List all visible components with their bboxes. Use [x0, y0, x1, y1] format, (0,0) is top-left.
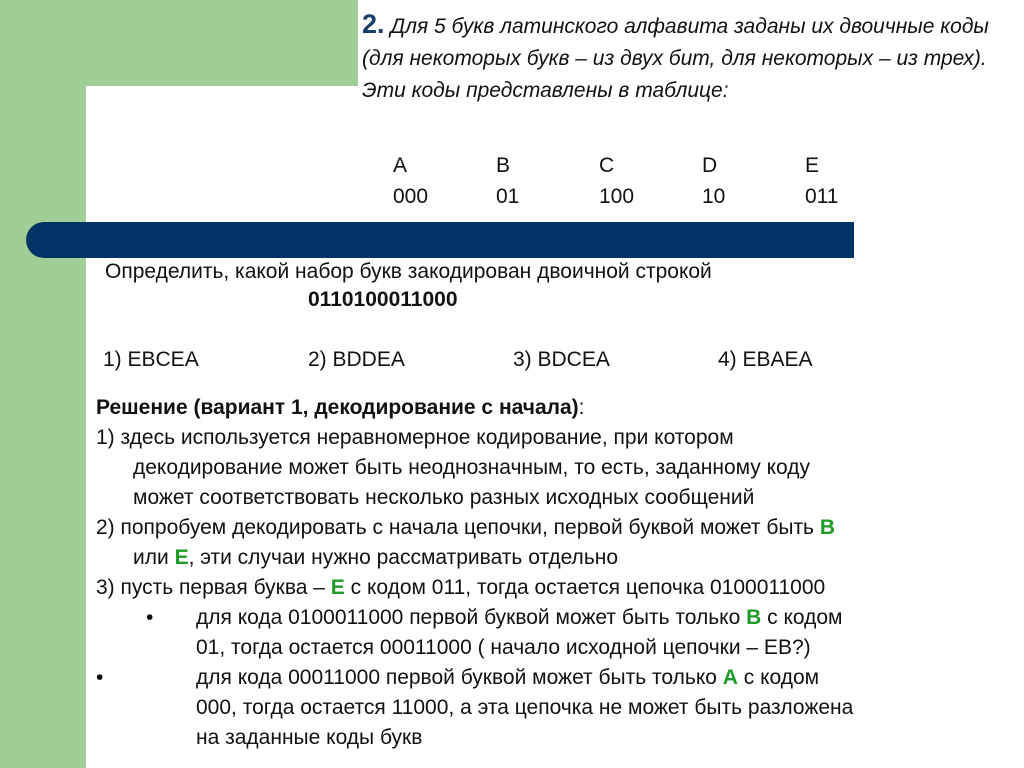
step-2-line-1 [96, 513, 1006, 543]
bitstring: 0110100011000 [308, 288, 458, 311]
step-2-text: 2) попробуем декодировать с начала цепочки, первой буквой может быть [96, 516, 820, 539]
code-cell: 011 [805, 185, 839, 208]
answer-option-1: 1) EBCEA [103, 348, 199, 371]
letter-b-highlight: B [819, 516, 836, 539]
answer-option-4: 4) EBAEA [718, 348, 813, 371]
solution-heading: Решение (вариант 1, декодирование с начала) [96, 396, 579, 419]
answer-option-3: 3) BDCEA [513, 348, 610, 371]
letter-a-highlight: A [722, 666, 738, 689]
decorative-divider-bar [26, 222, 854, 258]
bullet-1-post: с кодом [761, 606, 843, 629]
bullet-2-line-3: на заданные коды букв [196, 726, 423, 749]
bullet-2-post: с кодом [737, 666, 820, 689]
task-number: 2. [362, 9, 385, 39]
bullet-1-text [196, 603, 1006, 663]
decorative-green-top [0, 0, 358, 86]
step-1-line-3: может соответствовать несколько разных исходных сообщений [133, 486, 755, 509]
task-text: Для 5 букв латинского алфавита заданы их двоичные коды (для некоторых букв – из двух бит, для некоторых – из трех). Эти коды представлены в таблице: [362, 15, 989, 102]
slide-title [362, 8, 1012, 107]
code-table [393, 150, 908, 212]
decorative-corner [86, 86, 126, 126]
bullet-icon: • [96, 666, 104, 689]
code-table-letters [393, 150, 908, 181]
step-3-rest: с кодом 011, тогда остается цепочка 0100011000 [344, 576, 826, 599]
code-cell: 01 [496, 185, 520, 208]
solution-block [96, 393, 1006, 753]
question-text: Определить, какой набор букв закодирован двоичной строкой [105, 260, 712, 283]
bullet-1-pre: для кода 0100011000 первой буквой может быть только [196, 606, 747, 629]
bullet-icon: • [146, 606, 154, 629]
letter-cell: D [702, 154, 718, 177]
answer-option-2: 2) BDDEA [308, 348, 405, 371]
bullet-2 [96, 663, 1006, 753]
bullet-2-pre: для кода 00011000 первой буквой может быть только [196, 666, 723, 689]
letter-b-highlight: B [746, 606, 762, 629]
answer-options [103, 346, 923, 374]
step-1-line-2: декодирование может быть неоднозначным, то есть, заданному коду [133, 456, 811, 479]
letter-e-highlight: E [174, 546, 189, 569]
bullet-2-text [196, 663, 1006, 753]
step-2-line-2 [96, 543, 1006, 573]
step-2-or: или [133, 546, 175, 569]
letter-cell: E [805, 154, 820, 177]
heading-colon: : [578, 396, 585, 419]
bullet-2-line-2: 000, тогда остается 11000, а эта цепочка не может быть разложена [196, 696, 854, 719]
step-2-rest: , эти случаи нужно рассматривать отдельно [188, 546, 619, 569]
letter-cell: B [496, 154, 511, 177]
letter-e-highlight: E [330, 576, 345, 599]
step-1-line-1: 1) здесь используется неравномерное кодирование, при котором [96, 426, 734, 449]
code-table-codes [393, 181, 908, 212]
step-3-line [96, 573, 1006, 603]
code-cell: 100 [599, 185, 635, 208]
bullet-1-line-2: 01, тогда остается 00011000 ( начало исходной цепочки – EB?) [196, 636, 811, 659]
solution-heading-line [96, 393, 1006, 423]
decorative-green-panel [0, 0, 86, 768]
bullet-1 [96, 603, 1006, 663]
letter-cell: C [599, 154, 615, 177]
code-cell: 10 [702, 185, 726, 208]
code-cell: 000 [393, 185, 429, 208]
letter-cell: A [393, 154, 408, 177]
step-3-text: 3) пусть первая буква – [96, 576, 331, 599]
